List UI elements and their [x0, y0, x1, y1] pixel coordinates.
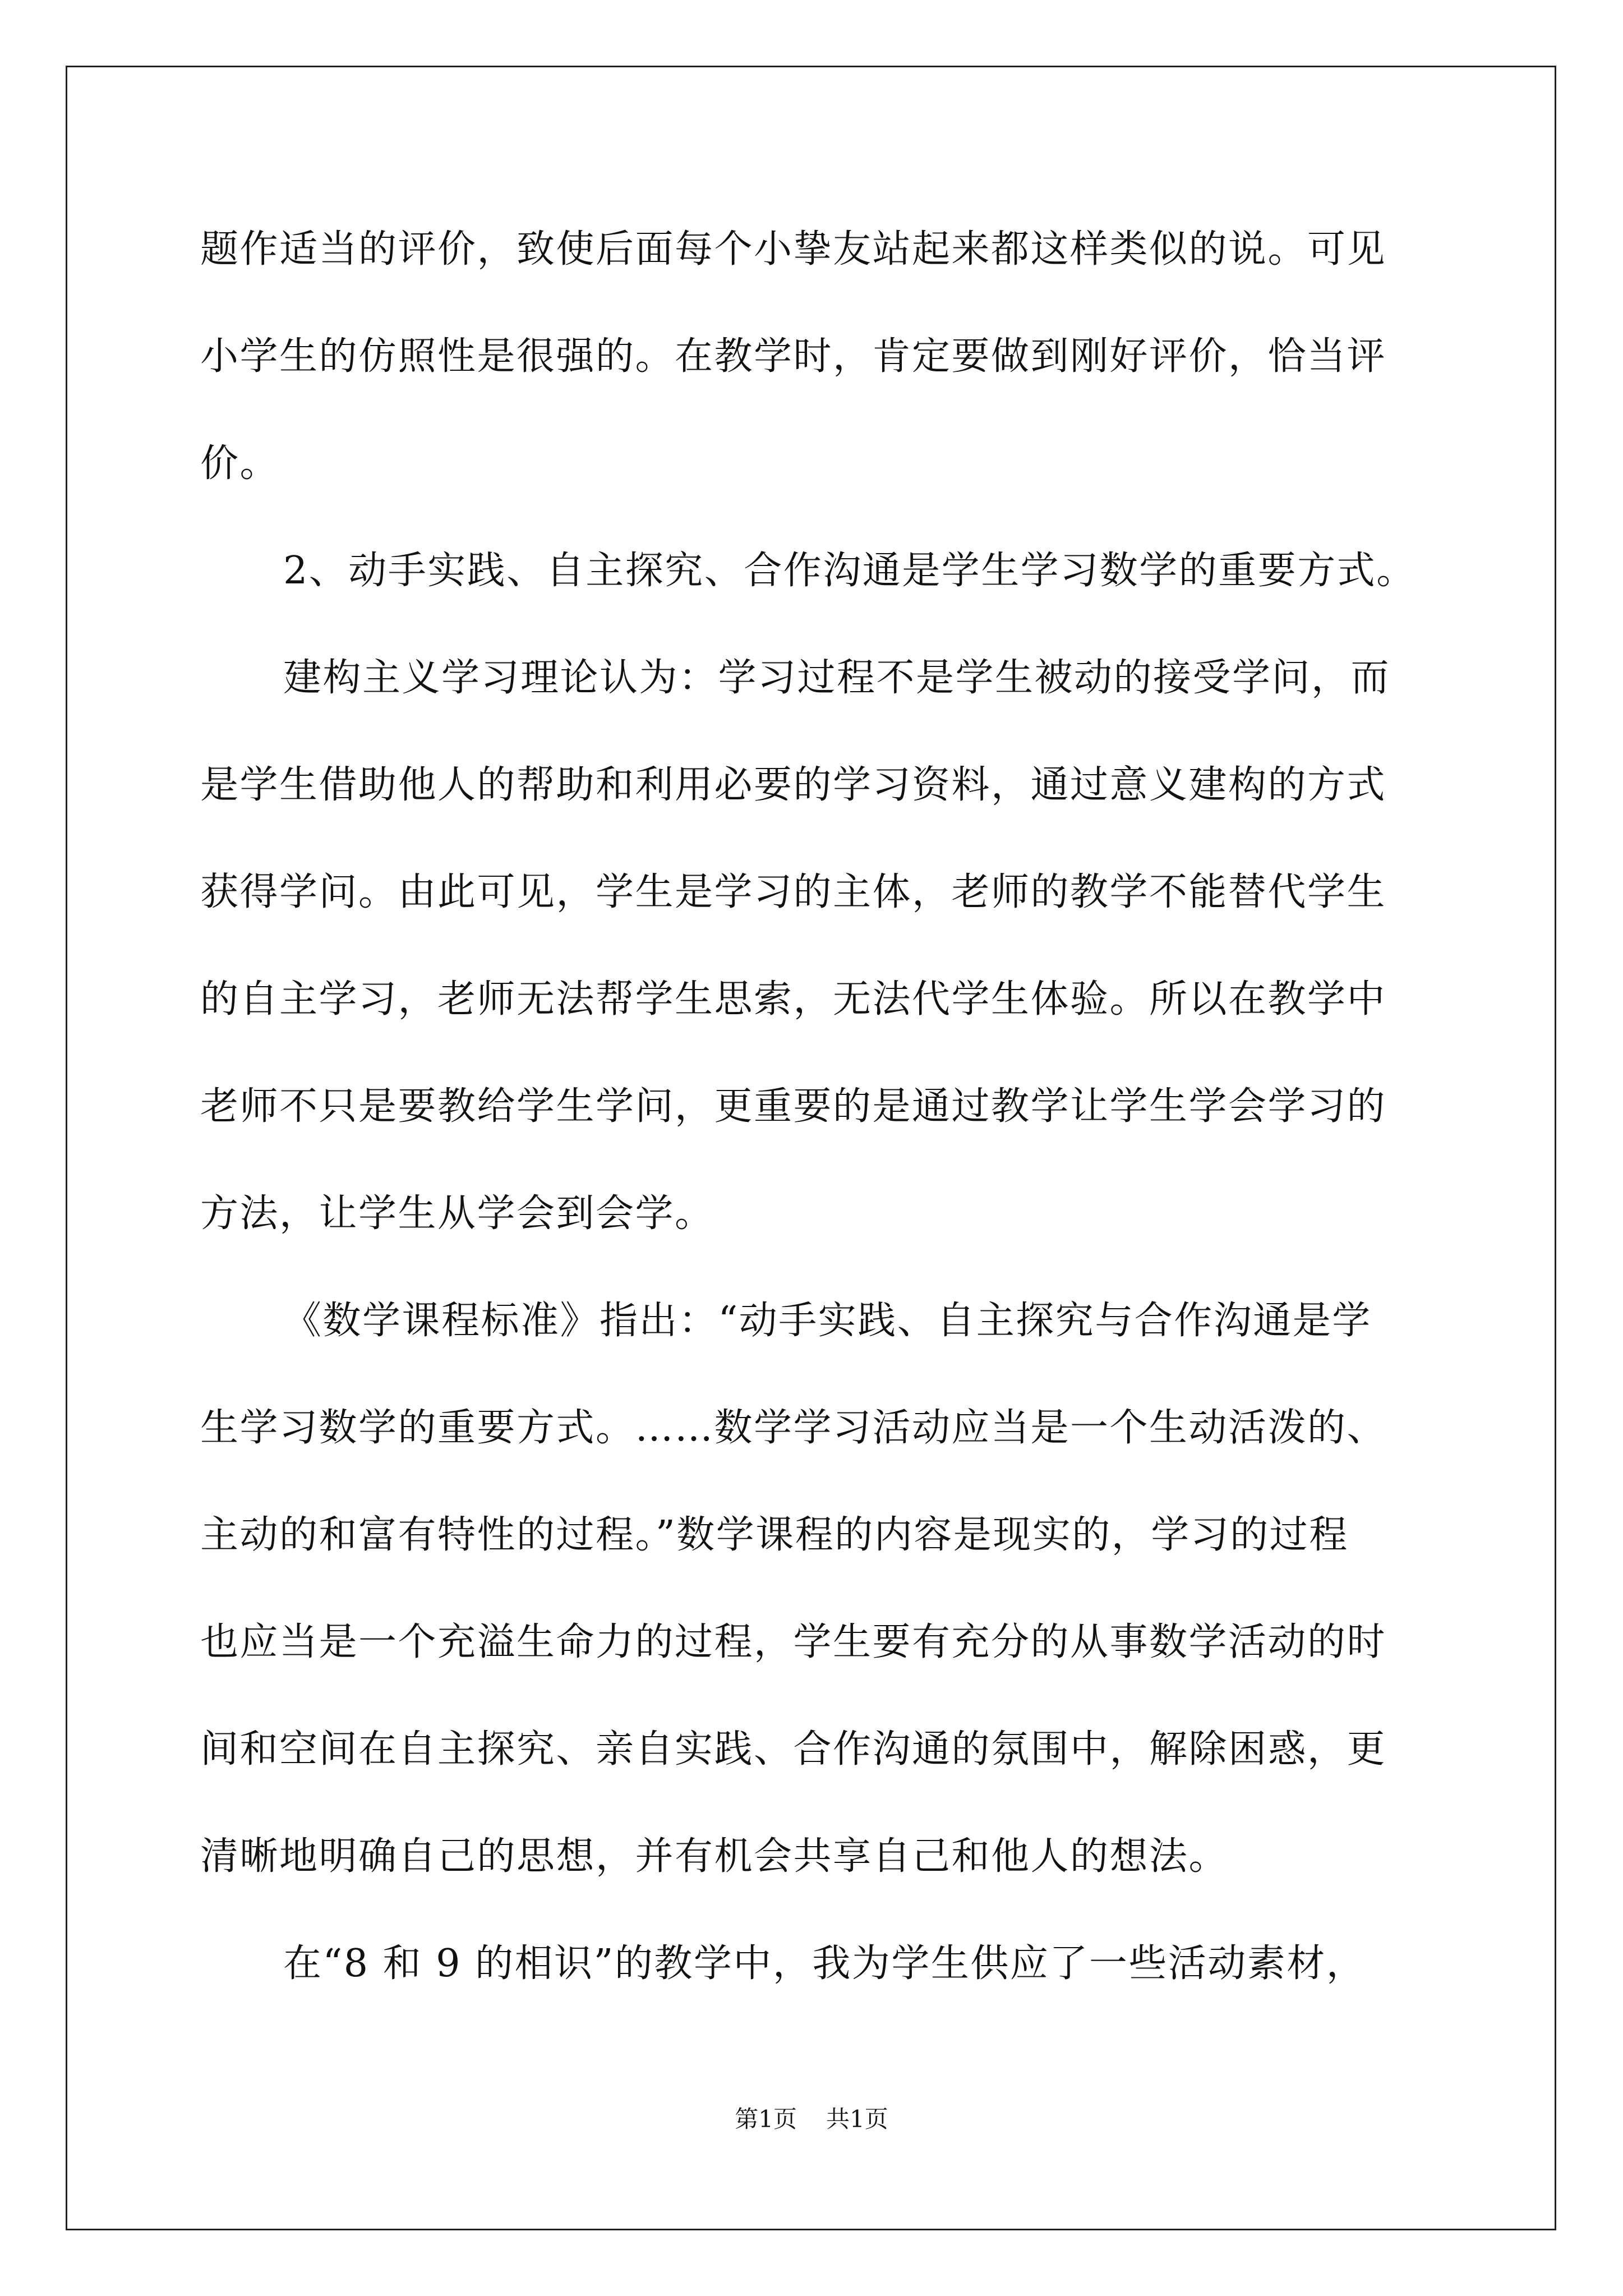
text-line: 题作适当的评价，致使后面每个小挚友站起来都这样类似的说。可见: [200, 227, 1387, 272]
text-line: 间和空间在自主探究、亲自实践、合作沟通的氛围中，解除困惑，更: [200, 1727, 1387, 1772]
text-line: 也应当是一个充溢生命力的过程，学生要有充分的从事数学活动的时: [200, 1620, 1387, 1664]
text-line: 的自主学习，老师无法帮学生思索，无法代学生体验。所以在教学中: [200, 977, 1387, 1022]
text-line: 方法，让学生从学会到会学。: [200, 1191, 714, 1236]
paragraph-start: 在“8 和 9 的相识”的教学中，我为学生供应了一些活动素材，: [283, 1941, 1366, 1986]
text-line: 主动的和富有特性的过程。”数学课程的内容是现实的，学习的过程: [200, 1513, 1349, 1557]
text-line: 清晰地明确自己的思想，并有机会共享自己和他人的想法。: [200, 1834, 1229, 1879]
paragraph-start: 建构主义学习理论认为：学习过程不是学生被动的接受学问，而: [283, 656, 1391, 700]
page-count: 共1页: [826, 2105, 888, 2133]
page-footer: [0, 2104, 1623, 2135]
text-line: 是学生借助他人的帮助和利用必要的学习资料，通过意义建构的方式: [200, 763, 1387, 807]
text-line: 老师不只是要教给学生学问，更重要的是通过教学让学生学会学习的: [200, 1084, 1387, 1129]
text-line: 获得学问。由此可见，学生是学习的主体，老师的教学不能替代学生: [200, 870, 1387, 914]
page-number: 第1页: [735, 2105, 797, 2133]
text-line: 价。: [200, 441, 280, 486]
paragraph-start: 《数学课程标准》指出：“动手实践、自主探究与合作沟通是学: [283, 1299, 1372, 1343]
page-border: [66, 66, 1556, 2230]
text-line: 生学习数学的重要方式。……数学学习活动应当是一个生动活泼的、: [200, 1406, 1387, 1450]
section-heading: 2、动手实践、自主探究、合作沟通是学生学习数学的重要方式。: [283, 549, 1416, 593]
text-line: 小学生的仿照性是很强的。在教学时，肯定要做到刚好评价，恰当评: [200, 334, 1387, 379]
